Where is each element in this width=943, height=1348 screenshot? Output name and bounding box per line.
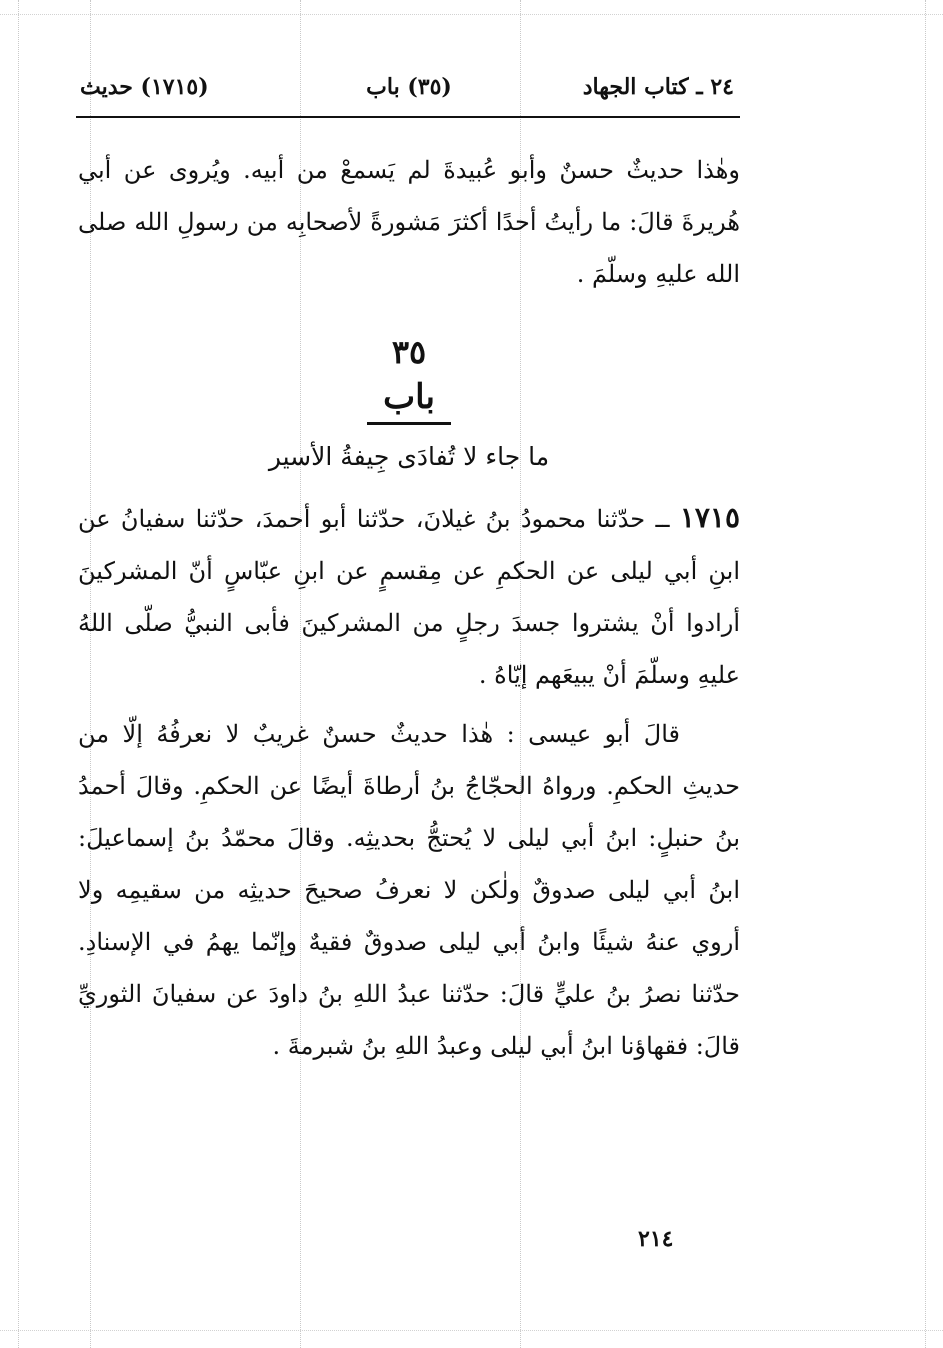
commentary-paragraph — [78, 708, 740, 1072]
chapter-title: ما جاء لا تُفادَى جِيفةُ الأسير — [268, 442, 550, 471]
hadith-number: ١٧١٥ — [679, 501, 740, 534]
header-hadith-number: (١٧١٥) حديث — [80, 74, 209, 100]
scan-guide-line — [0, 14, 943, 15]
scan-guide-line — [0, 1330, 943, 1331]
header-book-title: ٢٤ ـ كتاب الجهاد — [582, 74, 734, 100]
commentary-text: قالَ أبو عيسى : هٰذا حديثٌ حسنٌ غريبٌ لا نعرفُهُ إلّا من حديثِ الحكمِ. ورواهُ الحجّاجُ بنُ أرطاةَ أيضًا عن الحكمِ. وقالَ أحمدُ بنُ حنبلٍ: ابنُ أبي ليلى لا يُحتجُّ بحديثِه. وقالَ محمّدُ بنُ إسماعيلَ: ابنُ أبي ليلى صدوقٌ ولٰكن لا نعرفُ صحيحَ حديثِه من سقيمِه ولا أروي عنهُ شيئًا وابنُ أبي ليلى صدوقٌ فقيهٌ وإنّما يهمُ في الإسنادِ. حدّثنا نصرُ بنُ عليٍّ قالَ: حدّثنا عبدُ اللهِ بنُ داودَ عن سفيانَ الثوريِّ قالَ: فقهاؤنا ابنُ أبي ليلى وعبدُ اللهِ بنُ شبرمةَ . — [78, 720, 740, 1060]
scan-guide-line — [18, 0, 19, 1348]
intro-text: وهٰذا حديثٌ حسنٌ وأبو عُبيدةَ لم يَسمعْ من أبيه. ويُروى عن أبي هُريرةَ قالَ: ما رأيتُ أحدًا أكثرَ مَشورةً لأصحابِه من رسولِ الله صلى الله عليهِ وسلّمَ . — [78, 156, 740, 288]
header-chapter-number: (٣٥) باب — [366, 74, 452, 100]
intro-paragraph — [78, 144, 740, 300]
header-rule — [76, 116, 740, 118]
hadith-text: ــ حدّثنا محمودُ بنُ غيلانَ، حدّثنا أبو أحمدَ، حدّثنا سفيانُ عن ابنِ أبي ليلى عن الحكمِ عن مِقسمٍ عن ابنِ عبّاسٍ أنّ المشركينَ أرادوا أنْ يشتروا جسدَ رجلٍ من المشركينَ فأبى النبيُّ صلّى اللهُ عليهِ وسلّمَ أنْ يبيعَهم إيّاهُ . — [78, 505, 740, 689]
chapter-number: ٣٥ — [391, 333, 427, 371]
document-page — [78, 60, 740, 1310]
page-number: ٢١٤ — [638, 1226, 674, 1252]
hadith-body — [78, 492, 740, 701]
chapter-word: باب — [367, 374, 451, 425]
scan-guide-line — [925, 0, 926, 1348]
hadith-paragraph — [78, 492, 740, 701]
chapter-heading — [78, 330, 740, 481]
running-header — [78, 74, 740, 110]
